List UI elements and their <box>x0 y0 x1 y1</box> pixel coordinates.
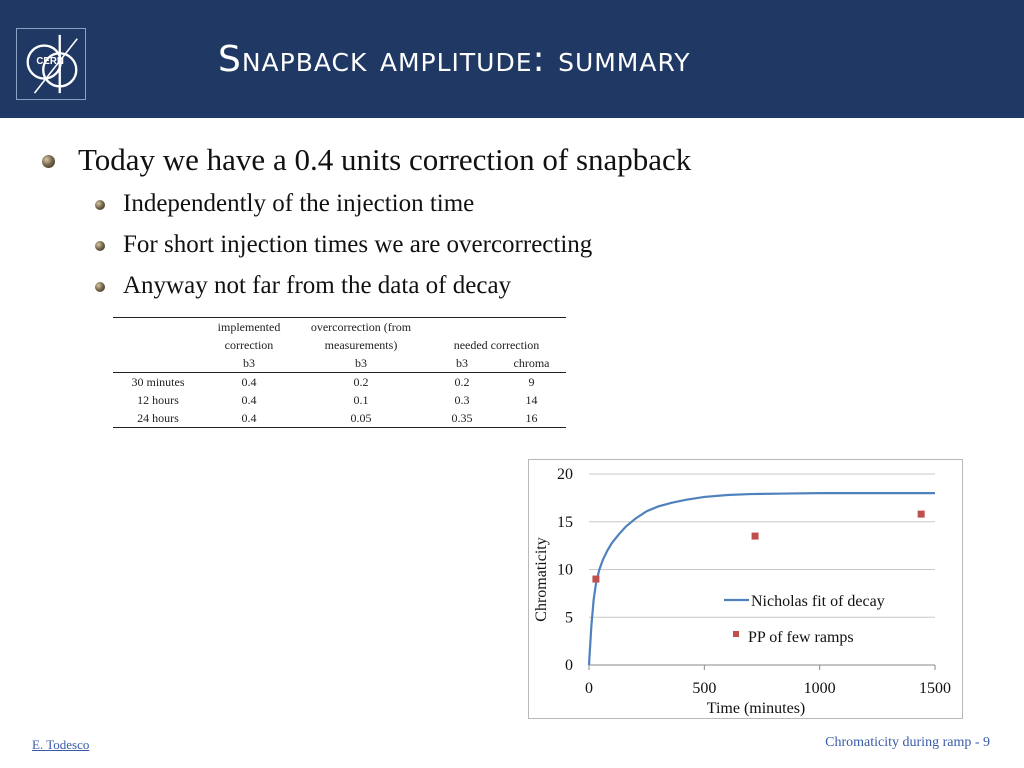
y-tick-label: 5 <box>565 609 573 627</box>
table-cell: 0.1 <box>353 393 369 407</box>
sub-bullet <box>40 224 1000 265</box>
bullet-icon <box>95 282 105 292</box>
legend-label: Nicholas fit of decay <box>751 593 885 610</box>
table-header-cell: implemented <box>203 318 295 337</box>
bullet-list <box>40 140 1000 306</box>
cern-logo-icon <box>17 29 85 99</box>
table-cell: 9 <box>528 375 535 389</box>
table-cell: 0.35 <box>427 409 497 428</box>
sub-bullet-text: Independently of the injection time <box>123 190 475 217</box>
bullet-main <box>40 140 1000 180</box>
sub-bullet-text: Anyway not far from the data of decay <box>123 272 512 299</box>
table-cell: 0.4 <box>241 375 257 389</box>
chart-svg <box>529 460 962 718</box>
y-tick-label: 10 <box>557 561 573 579</box>
table-header-cell <box>427 318 497 337</box>
table-cell: 24 hours <box>113 409 203 428</box>
x-tick-label: 1500 <box>919 680 951 697</box>
data-point-pp-ramps <box>752 533 759 540</box>
table-header-cell: b3 <box>203 354 295 373</box>
table-cell: 30 minutes <box>131 375 185 389</box>
table-cell: 0.2 <box>353 375 369 389</box>
table-header-row <box>113 318 566 337</box>
table-header-row <box>113 354 566 373</box>
logo-text: CERN <box>36 56 64 67</box>
y-axis-label: Chromaticity <box>533 537 550 622</box>
table-header-cell <box>113 336 203 354</box>
data-point-pp-ramps <box>918 511 925 518</box>
table-header-cell: measurements) <box>324 338 398 352</box>
bullet-icon <box>95 241 105 251</box>
table-row <box>113 373 566 392</box>
x-tick-label: 500 <box>692 680 717 697</box>
sub-bullet <box>40 183 1000 224</box>
table-cell: 16 <box>497 409 566 428</box>
table-cell: 0.4 <box>241 393 257 407</box>
table-header-cell <box>113 354 203 373</box>
y-tick-label: 15 <box>557 513 573 531</box>
bullet-main-text: Today we have a 0.4 units correction of snapback <box>78 142 692 177</box>
data-point-pp-ramps <box>592 576 599 583</box>
table-header-cell: needed correction <box>453 338 540 352</box>
table-cell: 14 <box>525 393 538 407</box>
table-cell: 0.05 <box>295 409 427 428</box>
x-tick-label: 1000 <box>803 680 836 697</box>
x-tick-label: 0 <box>585 680 593 697</box>
table-header-cell: correction <box>224 338 274 352</box>
table-header-cell <box>497 318 566 337</box>
table-header-cell: b3 <box>295 354 427 373</box>
correction-table <box>113 317 566 428</box>
y-tick-label: 0 <box>565 657 573 674</box>
table-row <box>113 409 566 428</box>
table-row <box>113 391 566 409</box>
table-cell: 0.4 <box>203 409 295 428</box>
table-header-cell: overcorrection (from <box>295 318 427 337</box>
bullet-icon <box>95 200 105 210</box>
table-cell: 0.3 <box>454 393 470 407</box>
sub-bullet <box>40 265 1000 306</box>
x-axis-label: Time (minutes) <box>706 700 806 717</box>
footer-author[interactable]: E. Todesco <box>32 737 90 752</box>
table-header-cell: b3 <box>427 354 497 373</box>
table-cell: 12 hours <box>137 393 179 407</box>
legend-marker-swatch <box>733 631 739 637</box>
table-header-row <box>113 336 566 354</box>
title-bar <box>0 0 1024 118</box>
table-cell: 0.2 <box>454 375 470 389</box>
y-tick-label: 20 <box>557 466 573 483</box>
table-header-cell <box>113 318 203 337</box>
legend-label: PP of few ramps <box>748 629 854 646</box>
chromaticity-chart <box>528 459 963 719</box>
sub-bullet-text: For short injection times we are overcorrecting <box>123 231 593 258</box>
bullet-icon <box>42 155 55 168</box>
cern-logo <box>16 28 86 100</box>
footer-page: Chromaticity during ramp - 9 <box>825 735 990 750</box>
table-header-cell: chroma <box>497 354 566 373</box>
slide-title: Snapback amplitude: summary <box>218 39 691 80</box>
